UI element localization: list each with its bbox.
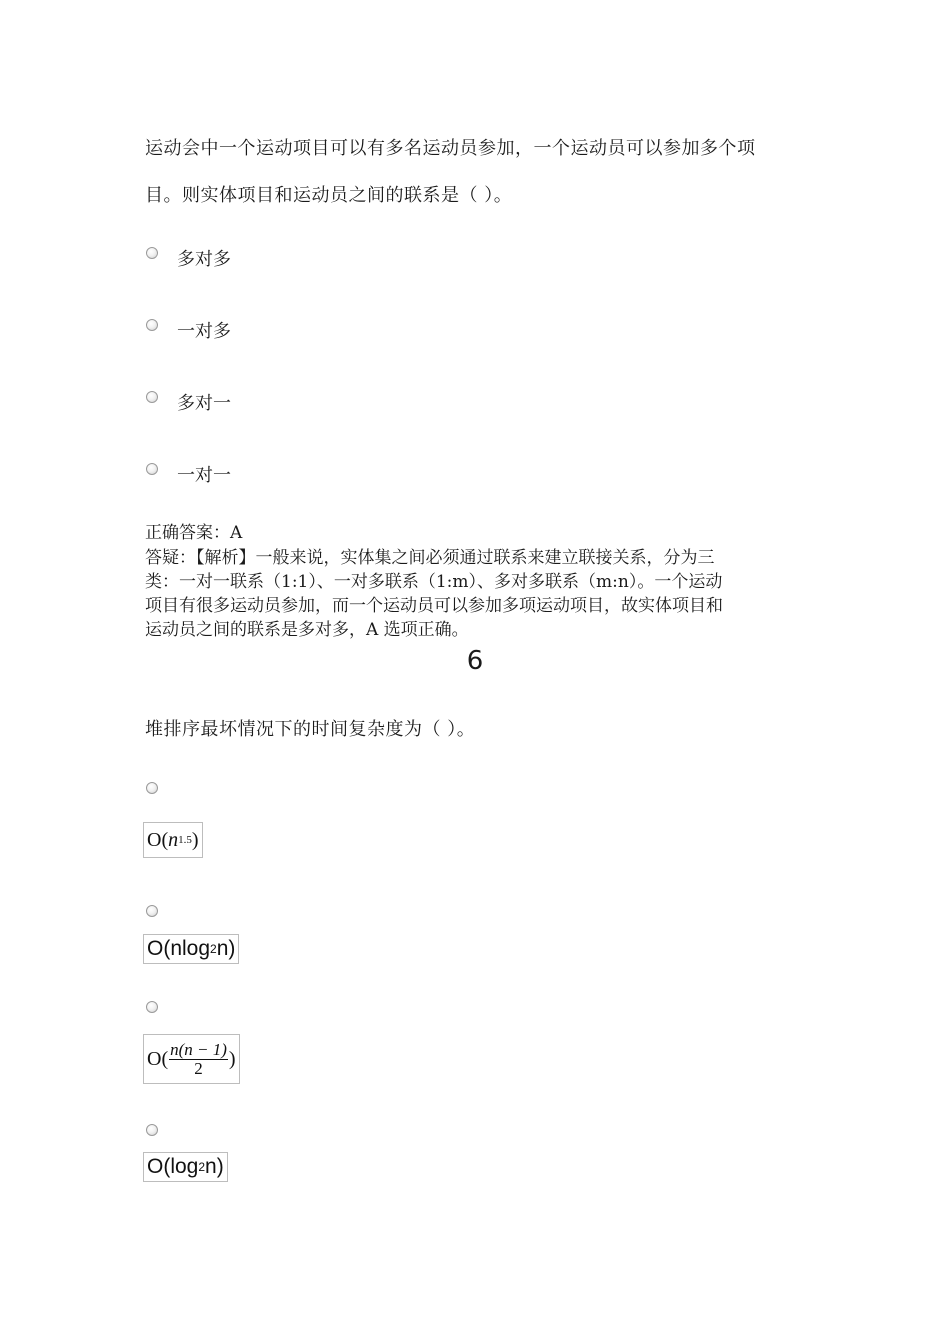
radio-button-icon[interactable] [146,463,158,475]
formula-option-a: O( n 1.5 ) [143,822,203,858]
radio-button-icon[interactable] [146,905,158,917]
formula-option-b: O(nlog 2 n) [143,934,239,964]
question-5-text-line-2: 目。则实体项目和运动员之间的联系是（ ）。 [145,185,513,206]
option-label: 多对多 [177,249,231,270]
radio-button-icon[interactable] [146,782,158,794]
question-5-text-line-1: 运动会中一个运动项目可以有多名运动员参加，一个运动员可以参加多个项 [145,138,756,159]
option-label: 一对多 [177,321,231,342]
radio-button-icon[interactable] [146,247,158,259]
radio-button-icon[interactable] [146,391,158,403]
option-label: 一对一 [177,465,231,486]
question-6-text: 堆排序最坏情况下的时间复杂度为（ ）。 [145,719,476,740]
explanation-line-1: 答疑：【解析】一般来说，实体集之间必须通过联系来建立联接关系，分为三 [145,548,715,568]
explanation-line-3: 项目有很多运动员参加，而一个运动员可以参加多项运动项目，故实体项目和 [145,596,723,616]
option-label: 多对一 [177,393,231,414]
formula-option-c: O( $\frac{n(n - 1)}{2}$ ) [143,1034,240,1084]
radio-button-icon[interactable] [146,319,158,331]
page-number: 6 [466,646,484,676]
formula-option-d: O(log 2 n) [143,1152,228,1182]
fraction: $\frac{n(n - 1)}{2}$ [170,1039,227,1078]
radio-button-icon[interactable] [146,1124,158,1136]
explanation-line-4: 运动员之间的联系是多对多，A 选项正确。 [145,620,469,640]
correct-answer: 正确答案：A [145,523,243,543]
radio-button-icon[interactable] [146,1001,158,1013]
explanation-line-2: 类：一对一联系（1:1）、一对多联系（1:m）、多对多联系（m:n）。一个运动 [145,572,723,592]
